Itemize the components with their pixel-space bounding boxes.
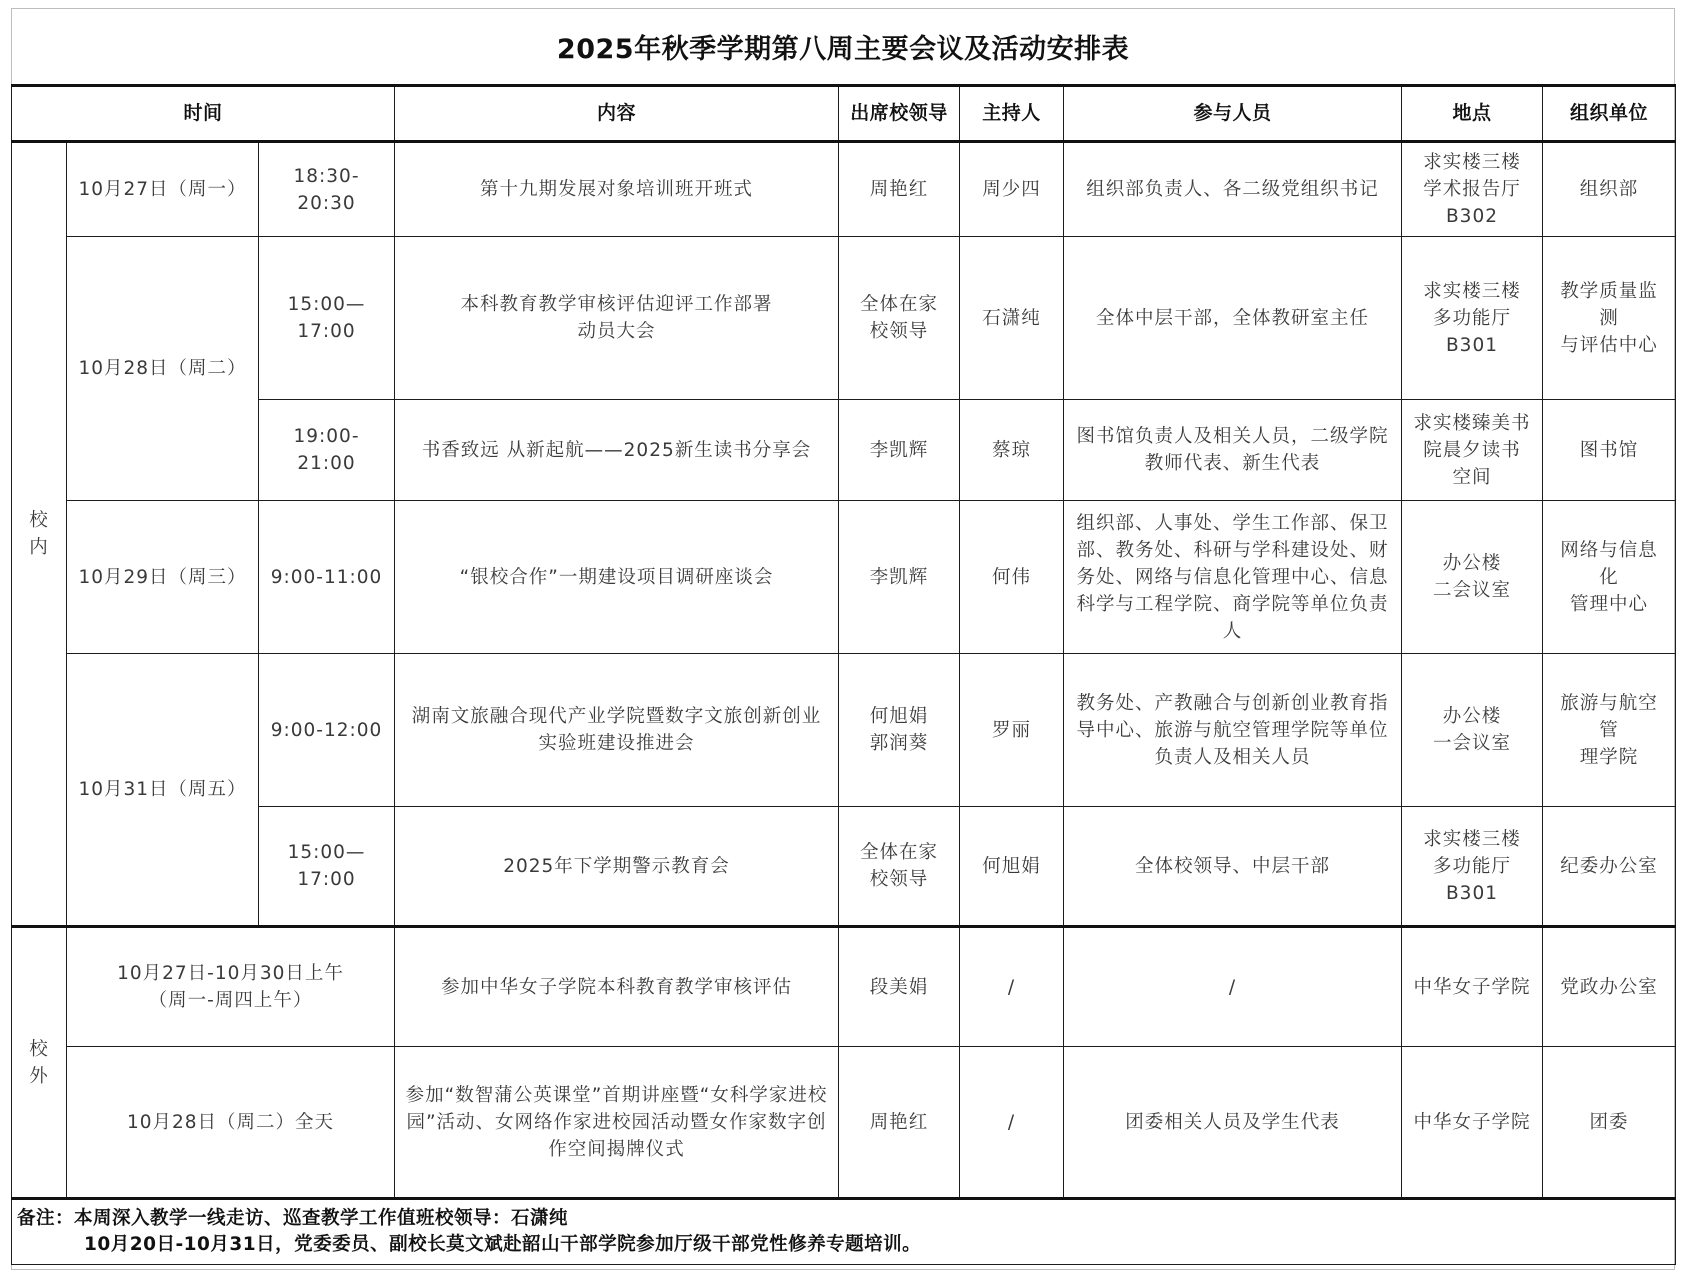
- table-row: [12, 807, 1676, 927]
- content-cell: 参加中华女子学院本科教育教学审核评估: [395, 927, 839, 1047]
- time-cell: 9:00-11:00: [259, 501, 395, 654]
- content-cell: “银校合作”一期建设项目调研座谈会: [395, 501, 839, 654]
- date-cell: 10月27日（周一）: [67, 142, 259, 237]
- location-cell: 求实楼臻美书 院晨夕读书 空间: [1402, 400, 1543, 501]
- table-row: [12, 654, 1676, 807]
- notes-row: [12, 1199, 1676, 1265]
- organizer-cell: 旅游与航空管 理学院: [1543, 654, 1676, 807]
- content-cell: 本科教育教学审核评估迎评工作部署 动员大会: [395, 237, 839, 400]
- organizer-cell: 图书馆: [1543, 400, 1676, 501]
- time-cell: 18:30-20:30: [259, 142, 395, 237]
- host-cell: 周少四: [960, 142, 1064, 237]
- table-row: [12, 1047, 1676, 1199]
- host-cell: 罗丽: [960, 654, 1064, 807]
- table-row: [12, 400, 1676, 501]
- table-row: [12, 142, 1676, 237]
- host-cell: 蔡琼: [960, 400, 1064, 501]
- header-participants: 参与人员: [1064, 86, 1402, 142]
- leader-cell: 周艳红: [839, 1047, 960, 1199]
- date-cell: 10月29日（周三）: [67, 501, 259, 654]
- header-organizer: 组织单位: [1543, 86, 1676, 142]
- content-cell: 第十九期发展对象培训班开班式: [395, 142, 839, 237]
- header-content: 内容: [395, 86, 839, 142]
- organizer-cell: 团委: [1543, 1047, 1676, 1199]
- date-cell: 10月31日（周五）: [67, 654, 259, 927]
- leader-cell: 李凯辉: [839, 400, 960, 501]
- location-cell: 中华女子学院: [1402, 927, 1543, 1047]
- time-cell: 19:00-21:00: [259, 400, 395, 501]
- participants-cell: 组织部负责人、各二级党组织书记: [1064, 142, 1402, 237]
- host-cell: 石潇纯: [960, 237, 1064, 400]
- leader-cell: 周艳红: [839, 142, 960, 237]
- participants-cell: /: [1064, 927, 1402, 1047]
- leader-cell: 段美娟: [839, 927, 960, 1047]
- table-row: [12, 927, 1676, 1047]
- content-cell: 湖南文旅融合现代产业学院暨数字文旅创新创业实验班建设推进会: [395, 654, 839, 807]
- organizer-cell: 网络与信息化 管理中心: [1543, 501, 1676, 654]
- organizer-cell: 党政办公室: [1543, 927, 1676, 1047]
- header-location: 地点: [1402, 86, 1543, 142]
- page-title: 2025年秋季学期第八周主要会议及活动安排表: [556, 33, 1130, 65]
- note-line-1: 备注：本周深入教学一线走访、巡查教学工作值班校领导：石潇纯: [17, 1208, 569, 1229]
- leader-cell: 全体在家 校领导: [839, 807, 960, 927]
- header-time: 时间: [12, 86, 395, 142]
- table-row: [12, 501, 1676, 654]
- content-cell: 2025年下学期警示教育会: [395, 807, 839, 927]
- host-cell: 何旭娟: [960, 807, 1064, 927]
- header-leader: 出席校领导: [839, 86, 960, 142]
- participants-cell: 团委相关人员及学生代表: [1064, 1047, 1402, 1199]
- location-cell: 办公楼 一会议室: [1402, 654, 1543, 807]
- location-cell: 办公楼 二会议室: [1402, 501, 1543, 654]
- date-cell: 10月28日（周二）: [67, 237, 259, 501]
- host-cell: /: [960, 927, 1064, 1047]
- organizer-cell: 教学质量监测 与评估中心: [1543, 237, 1676, 400]
- participants-cell: 全体校领导、中层干部: [1064, 807, 1402, 927]
- organizer-cell: 组织部: [1543, 142, 1676, 237]
- leader-cell: 全体在家 校领导: [839, 237, 960, 400]
- participants-cell: 全体中层干部，全体教研室主任: [1064, 237, 1402, 400]
- date-cell: 10月28日（周二）全天: [67, 1047, 395, 1199]
- schedule-table: [11, 84, 1676, 1265]
- organizer-cell: 纪委办公室: [1543, 807, 1676, 927]
- leader-cell: 李凯辉: [839, 501, 960, 654]
- notes-cell: [12, 1199, 1676, 1265]
- note-line-2: 10月20日-10月31日，党委委员、副校长莫文斌赴韶山干部学院参加厅级干部党性修养专题培训。: [84, 1234, 922, 1255]
- participants-cell: 图书馆负责人及相关人员，二级学院 教师代表、新生代表: [1064, 400, 1402, 501]
- content-cell: 书香致远 从新起航——2025新生读书分享会: [395, 400, 839, 501]
- location-cell: 求实楼三楼 多功能厅B301: [1402, 237, 1543, 400]
- participants-cell: 教务处、产教融合与创新创业教育指导中心、旅游与航空管理学院等单位负责人及相关人员: [1064, 654, 1402, 807]
- table-row: [12, 237, 1676, 400]
- group-label-external: 校外: [12, 927, 67, 1199]
- time-cell: 15:00—17:00: [259, 807, 395, 927]
- location-cell: 求实楼三楼 学术报告厅 B302: [1402, 142, 1543, 237]
- leader-cell: 何旭娟 郭润葵: [839, 654, 960, 807]
- date-cell: 10月27日-10月30日上午 （周一-周四上午）: [67, 927, 395, 1047]
- content-cell: 参加“数智蒲公英课堂”首期讲座暨“女科学家进校园”活动、女网络作家进校园活动暨女作家数字创作空间揭牌仪式: [395, 1047, 839, 1199]
- location-cell: 中华女子学院: [1402, 1047, 1543, 1199]
- participants-cell: 组织部、人事处、学生工作部、保卫部、教务处、科研与学科建设处、财务处、网络与信息化管理中心、信息科学与工程学院、商学院等单位负责人: [1064, 501, 1402, 654]
- host-cell: 何伟: [960, 501, 1064, 654]
- time-cell: 9:00-12:00: [259, 654, 395, 807]
- time-cell: 15:00—17:00: [259, 237, 395, 400]
- table-header-row: [12, 86, 1676, 142]
- header-host: 主持人: [960, 86, 1064, 142]
- location-cell: 求实楼三楼 多功能厅B301: [1402, 807, 1543, 927]
- host-cell: /: [960, 1047, 1064, 1199]
- group-label-internal: 校内: [12, 142, 67, 927]
